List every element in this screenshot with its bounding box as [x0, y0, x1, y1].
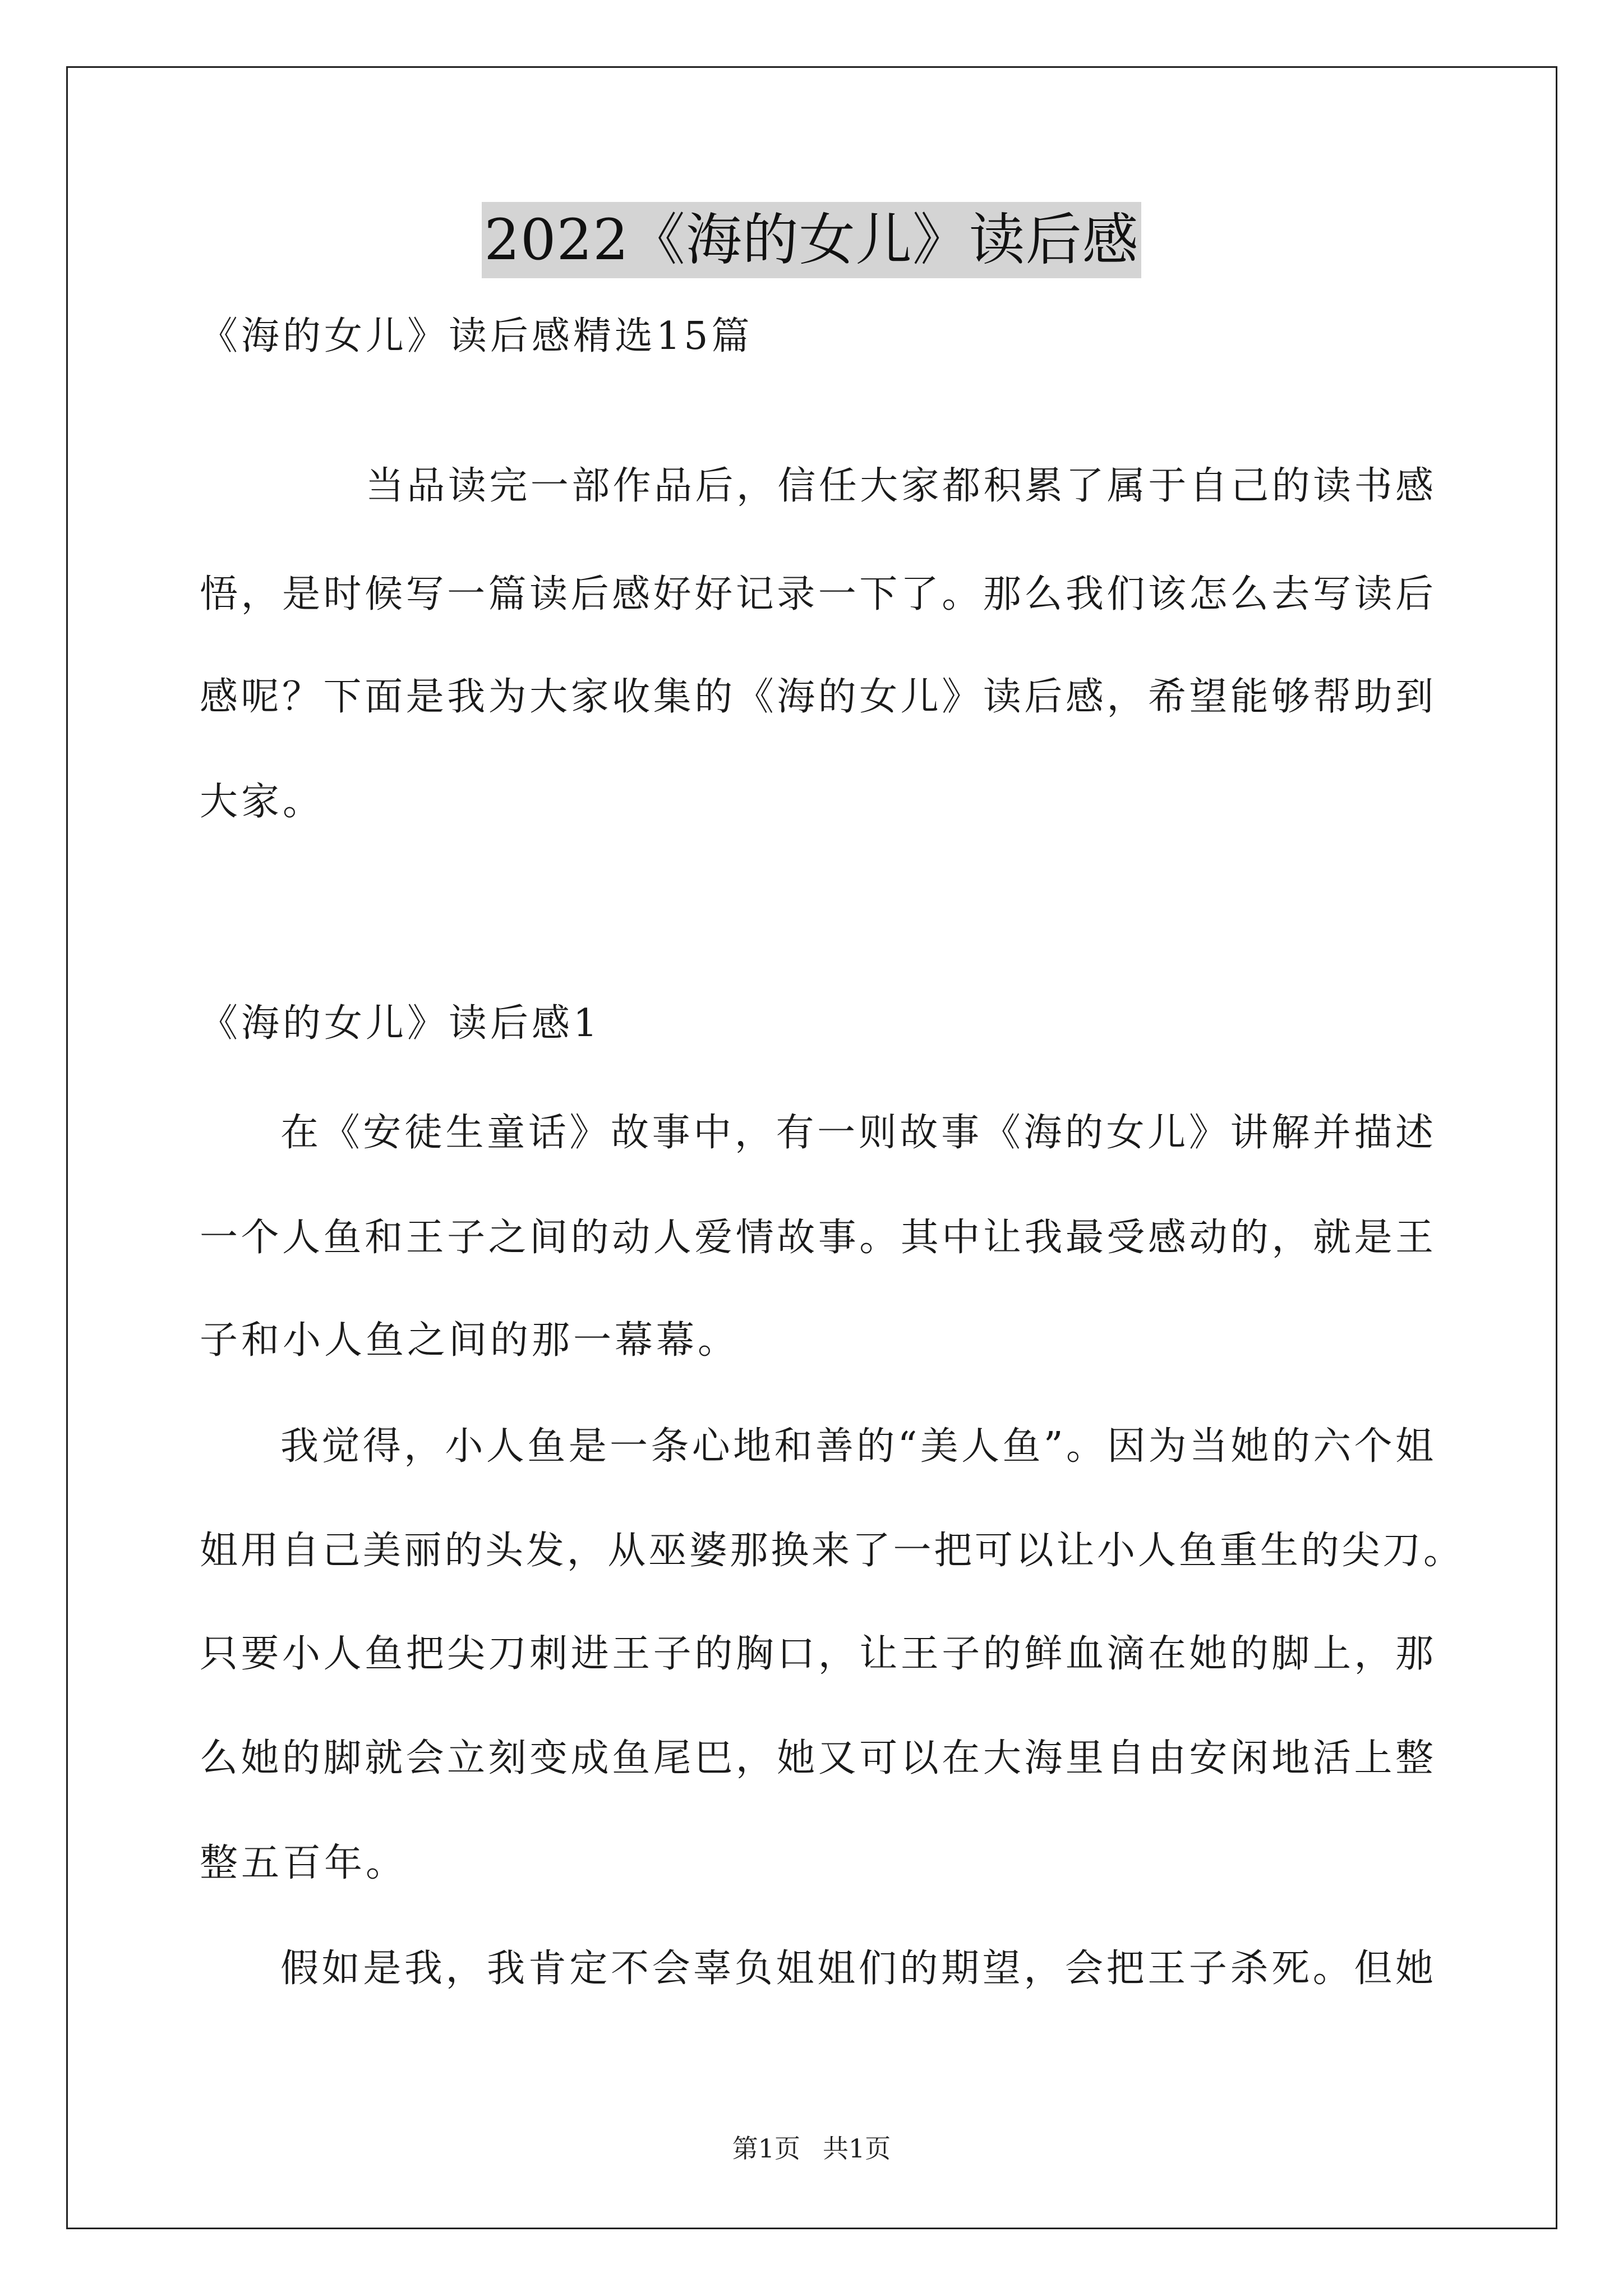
intro-line-4: 大家。 [200, 780, 325, 824]
intro-line-3: 感呢？下面是我为大家收集的《海的女儿》读后感，希望能够帮助到 [200, 675, 1433, 719]
title-container [0, 202, 1623, 278]
body-line-5: 姐用自己美丽的头发，从巫婆那换来了一把可以让小人鱼重生的尖刀。 [200, 1529, 1461, 1573]
body-line-2: 一个人鱼和王子之间的动人爱情故事。其中让我最受感动的，就是王 [200, 1216, 1433, 1260]
body-line-7: 么她的脚就会立刻变成鱼尾巴，她又可以在大海里自由安闲地活上整 [200, 1736, 1433, 1780]
body-line-8: 整五百年。 [200, 1841, 408, 1885]
page-footer [0, 2132, 1623, 2165]
body-line-6: 只要小人鱼把尖刀刺进王子的胸口，让王子的鲜血滴在她的脚上，那 [200, 1632, 1433, 1676]
body-line-9: 假如是我，我肯定不会辜负姐姐们的期望，会把王子杀死。但她 [280, 1947, 1433, 1991]
body-line-3: 子和小人鱼之间的那一幕幕。 [200, 1318, 740, 1363]
body-line-1: 在《安徒生童话》故事中，有一则故事《海的女儿》讲解并描述 [280, 1111, 1433, 1155]
intro-line-1: 当品读完一部作品后，信任大家都积累了属于自己的读书感 [366, 464, 1433, 508]
section-heading: 《海的女儿》读后感1 [200, 1001, 601, 1046]
intro-line-2: 悟，是时候写一篇读后感好好记录一下了。那么我们该怎么去写读后 [200, 572, 1433, 616]
body-line-4: 我觉得，小人鱼是一条心地和善的“美人鱼”。因为当她的六个姐 [280, 1424, 1433, 1469]
subtitle: 《海的女儿》读后感精选15篇 [200, 314, 753, 358]
page-total: 共1页 [823, 2133, 891, 2164]
document-title: 2022《海的女儿》读后感 [482, 202, 1141, 278]
page-number: 第1页 [732, 2133, 800, 2164]
